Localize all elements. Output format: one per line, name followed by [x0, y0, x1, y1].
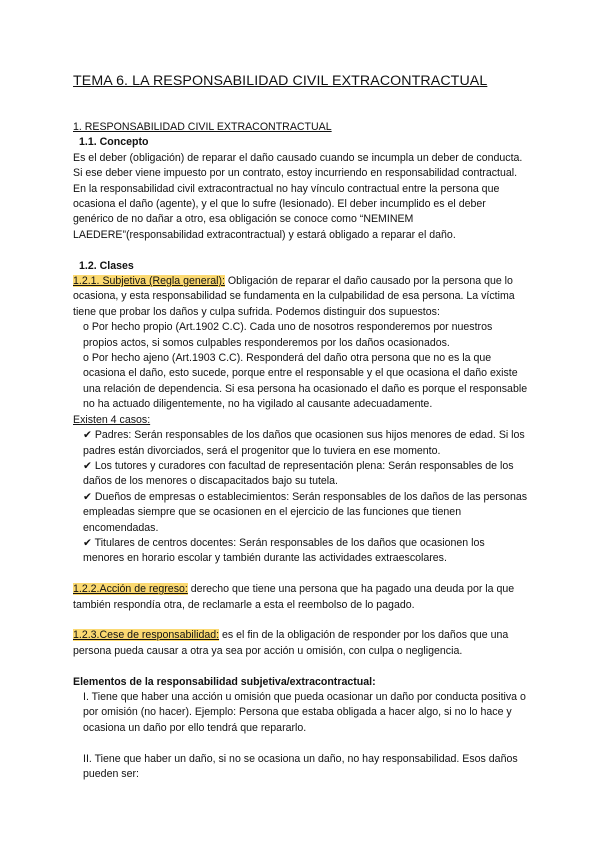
subjetiva-text: Obligación de reparar el daño causado por la persona que lo ocasiona, y esta responsabilidad se fundamenta en la culpabilidad de esa persona. La víctima tiene que probar los daños y culpa sufrida. Podemos distinguir dos supuestos:: [73, 275, 515, 318]
hecho-propio-paragraph: o Por hecho propio (Art.1902 C.C). Cada uno de nosotros responderemos por nuestros propios actos, si somos culpables responderemos por los daños ocasionados.: [83, 321, 493, 349]
spacer: [73, 567, 528, 582]
cese-paragraph: [73, 628, 528, 659]
concepto-paragraph: Es el deber (obligación) de reparar el daño causado cuando se incumpla un deber de conducta. Si ese deber viene impuesto por un contrato, estoy incurriendo en responsabilidad contractual. En la responsabilidad civil extracontractual no hay vínculo contractual entre la persona que ocasiona el daño (agente), y el que lo sufre (lesionado). El deber incumplido es el deber genérico de no dañar a otro, esa obligación se conoce como “NEMINEM LAEDERE”(responsabilidad extracontractual) y estará obligado a reparar el daño.: [73, 151, 523, 241]
elementos-heading: Elementos de la responsabilidad subjetiva/extracontractual:: [73, 675, 376, 688]
section-heading: 1. RESPONSABILIDAD CIVIL EXTRACONTRACTUAL: [73, 121, 332, 133]
spacer: [73, 659, 528, 674]
cese-text: es el fin de la obligación de responder por los daños que una persona pueda causar a otra ya sea por acción u omisión, con culpa o negligencia.: [73, 629, 509, 657]
regreso-paragraph: [73, 582, 528, 613]
casos-label: Existen 4 casos:: [73, 413, 151, 426]
spacer: [73, 613, 528, 628]
regreso-text: derecho que tiene una persona que ha pagado una deuda por la que también respondía otra, de reclamarle a esta el reembolso de lo pagado.: [73, 583, 515, 611]
document-body: [73, 120, 528, 782]
elemento-2: II. Tiene que haber un daño, si no se ocasiona un daño, no hay responsabilidad. Esos daños pueden ser:: [83, 752, 518, 780]
caso-padres: ✔ Padres: Serán responsables de los daños que ocasionen sus hijos menores de edad. Si los padres están divorciados, será el progenitor que lo tuviera en ese momento.: [83, 429, 525, 457]
regreso-label: 1.2.2.Acción de regreso:: [73, 583, 188, 596]
caso-centros-docentes: ✔ Titulares de centros docentes: Serán responsables de los daños que ocasionen los menores en horario escolar y también durante las actividades extraescolares.: [83, 536, 485, 565]
hecho-ajeno-paragraph: o Por hecho ajeno (Art.1903 C.C). Responderá del daño otra persona que no es la que ocasiona el daño, esto sucede, porque entre el responsable y el que ocasiona el daño existe una relación de dependencia. Si esa persona ha ocasionado el daño es porque el responsable no ha actuado diligentemente, no ha vigilado al causante adecuadamente.: [83, 352, 528, 411]
caso-tutores: ✔ Los tutores y curadores con facultad de representación plena: Serán responsables de los daños de los menores o discapacitados bajo su tutela.: [83, 459, 514, 488]
subjetiva-label: 1.2.1. Subjetiva (Regla general):: [73, 275, 225, 288]
spacer: [73, 736, 528, 751]
caso-empresas: ✔ Dueños de empresas o establecimientos: Serán responsables de los daños de las personas empleadas siempre que se ocasionen en el ejercicio de las funciones que tienen encomendadas.: [83, 490, 528, 534]
concepto-heading: 1.1. Concepto: [79, 136, 149, 149]
spacer: [73, 243, 528, 258]
subjetiva-paragraph: [73, 274, 528, 320]
cese-label: 1.2.3.Cese de responsabilidad:: [73, 629, 220, 642]
clases-heading: 1.2. Clases: [79, 259, 134, 272]
document-title: TEMA 6. LA RESPONSABILIDAD CIVIL EXTRACONTRACTUAL: [73, 73, 488, 89]
elemento-1: I. Tiene que haber una acción u omisión que pueda ocasionar un daño por conducta positiva o por omisión (no hacer). Ejemplo: Persona que estaba obligada a hacer algo, si no lo hace y ocasiona un daño por ello tendrá que repararlo.: [83, 690, 526, 734]
